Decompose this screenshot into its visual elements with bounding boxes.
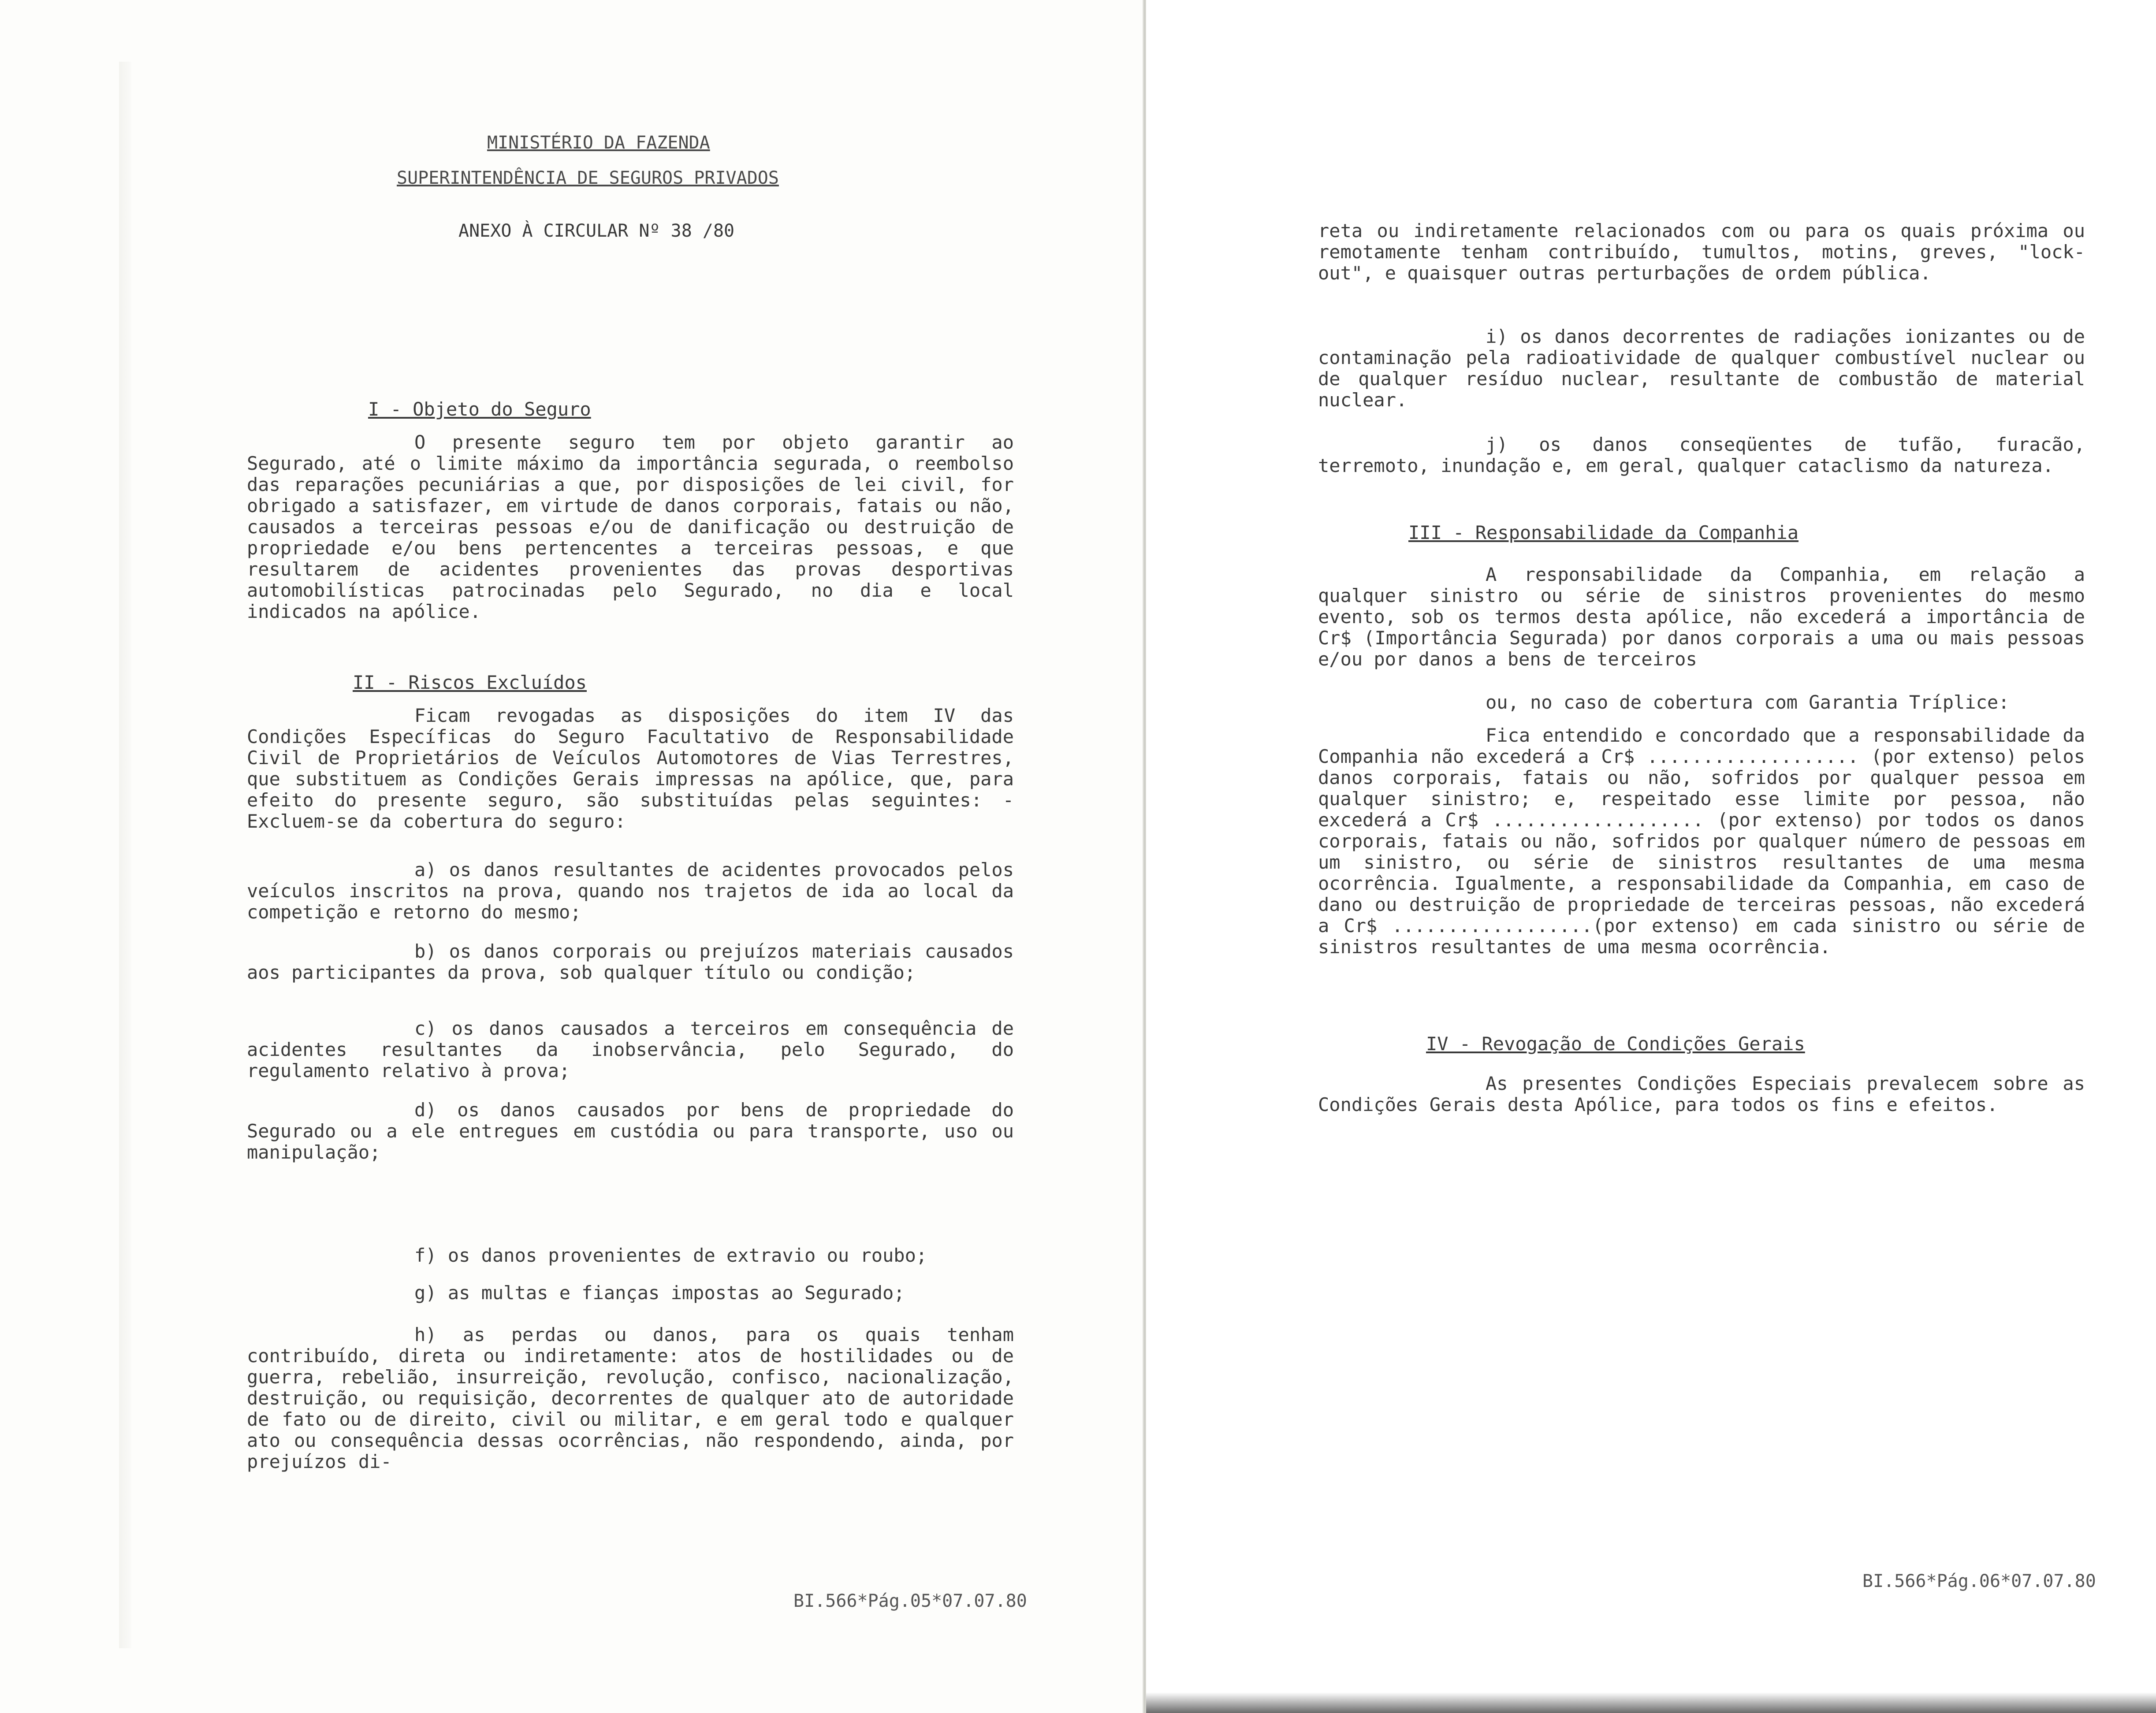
exclusion-a: a) os danos resultantes de acidentes provocados pelos veículos inscritos na prova, quando nos trajetos de ida ao local da competição e retorno do mesmo; xyxy=(247,859,1014,923)
bottom-edge-shadow xyxy=(1146,1692,2156,1713)
section-3-title: III - Responsabilidade da Companhia xyxy=(1408,522,1799,543)
exclusion-i: i) os danos decorrentes de radiações ionizantes ou de contaminação pela radioatividade de qualquer combustível nuclear ou de qualquer resíduo nuclear, resultante de combustão de material nuclear. xyxy=(1318,326,2085,411)
superintendence-header: SUPERINTENDÊNCIA DE SEGUROS PRIVADOS xyxy=(397,168,779,188)
ministry-header: MINISTÉRIO DA FAZENDA xyxy=(487,133,710,153)
exclusion-d: d) os danos causados por bens de propriedade do Segurado ou a ele entregues em custódia ou para transporte, uso ou manipulação; xyxy=(247,1099,1014,1163)
section-2-intro: Ficam revogadas as disposições do item IV das Condições Específicas do Seguro Facultativo de Responsabilidade Civil de Proprietários de Veículos Automotores de Vias Terrestres, que substituem as Condições Gerais impressas na apólice, que, para efeito do presente seguro, são substituídas pelas seguintes: - Excluem-se da cobertura do seguro: xyxy=(247,705,1014,832)
page-edge-shadow xyxy=(119,62,131,1648)
section-3-text: A responsabilidade da Companhia, em relação a qualquer sinistro ou série de sinistros provenientes do mesmo evento, sob os termos desta apólice, não excederá a importância de Cr$ (Importância Segurada) por danos corporais a uma ou mais pessoas e/ou por danos a bens de terceiros xyxy=(1318,564,2085,670)
right-page xyxy=(1146,0,2156,1713)
exclusion-j: j) os danos conseqüentes de tufão, furacão, terremoto, inundação e, em geral, qualquer cataclismo da natureza. xyxy=(1318,434,2085,476)
exclusion-h: h) as perdas ou danos, para os quais tenham contribuído, direta ou indiretamente: atos de hostilidades ou de guerra, rebelião, insurreição, revolução, confisco, nacionalização, destruição, ou requisição, decorrentes de qualquer ato de autoridade de fato ou de direito, civil ou militar, e em geral todo e qualquer ato ou consequência dessas ocorrências, não respondendo, ainda, por prejuízos di- xyxy=(247,1324,1014,1472)
annex-title: ANEXO À CIRCULAR Nº 38 /80 xyxy=(458,221,735,241)
section-4-title: IV - Revogação de Condições Gerais xyxy=(1426,1033,1805,1055)
exclusion-c: c) os danos causados a terceiros em consequência de acidentes resultantes da inobservância, pelo Segurado, do regulamento relativo à prova; xyxy=(247,1018,1014,1081)
section-1-title: I - Objeto do Seguro xyxy=(368,398,591,420)
section-1-text: O presente seguro tem por objeto garantir ao Segurado, até o limite máximo da importância segurada, o reembolso das reparações pecuniárias a que, por disposições de lei civil, for obrigado a satisfazer, em virtude de danos corporais, fatais ou não, causados a terceiras pessoas e/ou de danificação ou destruição de propriedade e/ou bens pertencentes a terceiras pessoas, e que resultarem de acidentes provenientes das provas desportivas automobilísticas patrocinadas pelo Segurado, no dia e local indicados na apólice. xyxy=(247,431,1014,622)
exclusion-b: b) os danos corporais ou prejuízos materiais causados aos participantes da prova, sob qualquer título ou condição; xyxy=(247,940,1014,983)
page-footer-left: BI.566*Pág.05*07.07.80 xyxy=(793,1591,1027,1611)
section-2-title: II - Riscos Excluídos xyxy=(353,672,587,693)
exclusion-g: g) as multas e fianças impostas ao Segurado; xyxy=(414,1282,905,1304)
page-footer-right: BI.566*Pág.06*07.07.80 xyxy=(1862,1571,2096,1591)
section-3-alt-text: Fica entendido e concordado que a responsabilidade da Companhia não excederá a Cr$ ................... (por extenso) pelos danos corporais, fatais ou não, sofridos por qualquer pessoa em qualquer sinistro; e, respeitado esse limite por pessoa, não excederá a Cr$ ................... (por extenso) por todos os danos corporais, fatais ou não, sofridos por qualquer número de pessoas em um sinistro, ou série de sinistros resultantes de uma mesma ocorrência. Igualmente, a responsabilidade da Companhia, em caso de dano ou destruição de propriedade de terceiras pessoas, não excederá a Cr$ ..................(por extenso) em cada sinistro ou série de sinistros resultantes de uma mesma ocorrência. xyxy=(1318,725,2085,958)
continuation-text: reta ou indiretamente relacionados com ou para os quais próxima ou remotamente tenham contribuído, tumultos, motins, greves, "lock-out", e quaisquer outras perturbações de ordem pública. xyxy=(1318,220,2085,284)
section-4-text: As presentes Condições Especiais prevalecem sobre as Condições Gerais desta Apólice, para todos os fins e efeitos. xyxy=(1318,1073,2085,1115)
exclusion-f: f) os danos provenientes de extravio ou roubo; xyxy=(414,1245,927,1266)
section-3-alt-intro: ou, no caso de cobertura com Garantia Tríplice: xyxy=(1486,691,2010,713)
